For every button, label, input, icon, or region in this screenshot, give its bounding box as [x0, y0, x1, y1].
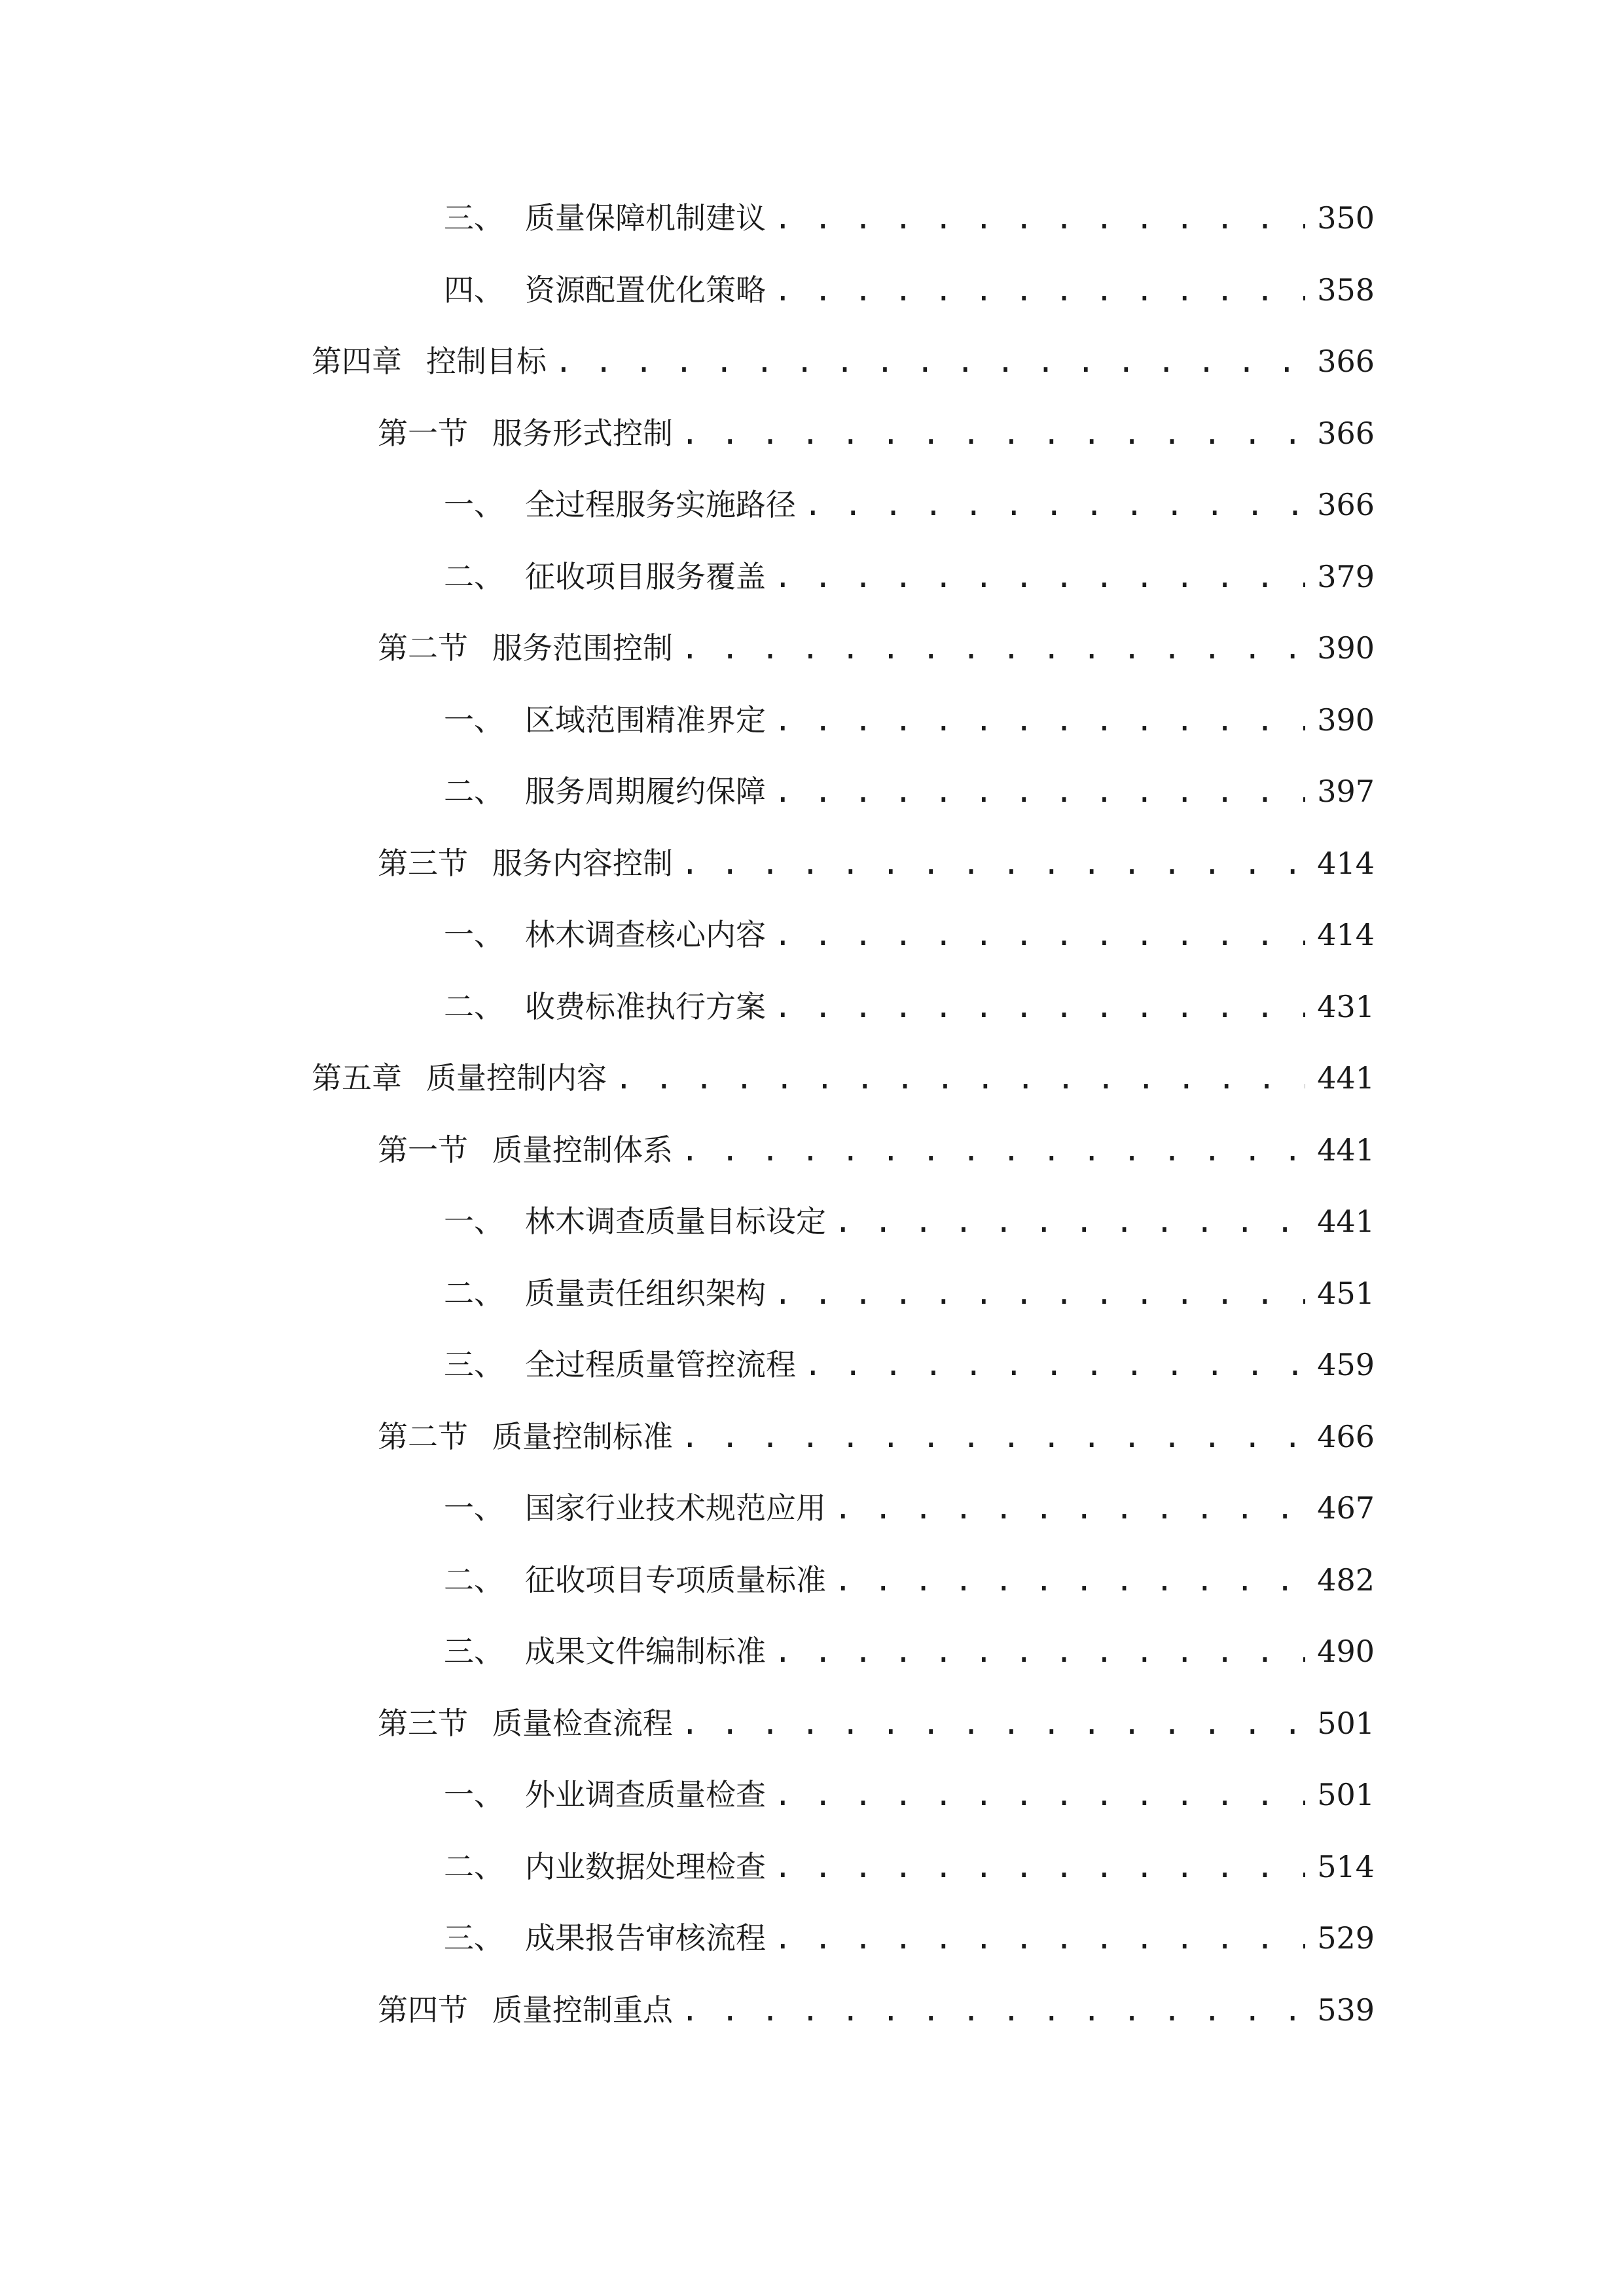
toc-entry-page: 366 — [1317, 487, 1375, 522]
dot-leader — [681, 1697, 1305, 1749]
toc-entry[interactable] — [444, 765, 1375, 817]
toc-entry-page: 414 — [1317, 846, 1375, 881]
toc-entry-title: 控制目标 — [426, 344, 547, 379]
dot-leader — [804, 478, 1305, 531]
dot-leader — [774, 264, 1305, 316]
dot-leader — [774, 192, 1305, 244]
toc-entry-page: 501 — [1317, 1706, 1375, 1741]
toc-entry-title: 林木调查质量目标设定 — [525, 1204, 826, 1239]
dot-leader — [774, 908, 1305, 961]
toc-entry-number: 一、 — [444, 1204, 504, 1239]
dot-leader — [681, 1410, 1305, 1463]
toc-entry-page: 529 — [1317, 1920, 1375, 1956]
toc-entry-number: 三、 — [444, 1347, 504, 1382]
dot-leader — [774, 765, 1305, 817]
dot-leader — [681, 622, 1305, 674]
toc-entry-title: 质量控制标准 — [492, 1419, 673, 1454]
toc-entry-page: 490 — [1317, 1634, 1375, 1669]
toc-entry-number: 第四节 — [378, 1992, 468, 2028]
toc-entry[interactable] — [444, 694, 1375, 746]
dot-leader — [774, 980, 1305, 1033]
toc-entry-number: 第三节 — [378, 1706, 468, 1741]
toc-entry-number: 第一节 — [378, 416, 468, 451]
dot-leader — [834, 1554, 1305, 1606]
toc-entry-number: 第四章 — [312, 344, 402, 379]
toc-entry-number: 第三节 — [378, 846, 468, 881]
toc-entry[interactable] — [444, 1768, 1375, 1821]
toc-entry-number: 一、 — [444, 1777, 504, 1812]
dot-leader — [804, 1338, 1305, 1391]
toc-entry[interactable] — [444, 1554, 1375, 1606]
toc-entry-title: 征收项目专项质量标准 — [525, 1562, 826, 1598]
toc-entry-page: 358 — [1317, 272, 1375, 308]
toc-entry[interactable] — [444, 1195, 1375, 1247]
toc-entry[interactable] — [444, 908, 1375, 961]
dot-leader — [615, 1052, 1305, 1104]
toc-entry-page: 366 — [1317, 416, 1375, 451]
toc-entry-page: 466 — [1317, 1419, 1375, 1454]
toc-entry-number: 二、 — [444, 989, 504, 1024]
toc-entry-page: 390 — [1317, 702, 1375, 738]
toc-entry-page: 350 — [1317, 200, 1375, 236]
toc-entry-number: 二、 — [444, 1276, 504, 1311]
dot-leader — [681, 837, 1305, 889]
toc-entry-title: 全过程质量管控流程 — [525, 1347, 796, 1382]
dot-leader — [774, 550, 1305, 603]
toc-entry-number: 第二节 — [378, 1419, 468, 1454]
toc-entry-page: 414 — [1317, 917, 1375, 952]
toc-entry-title: 全过程服务实施路径 — [525, 487, 796, 522]
toc-entry-title: 国家行业技术规范应用 — [525, 1490, 826, 1526]
toc-entry-section[interactable] — [378, 407, 1375, 459]
toc-entry-chapter[interactable] — [312, 1052, 1375, 1104]
toc-entry-number: 第一节 — [378, 1132, 468, 1168]
toc-entry-page: 459 — [1317, 1347, 1375, 1382]
toc-entry-title: 服务范围控制 — [492, 630, 673, 666]
toc-entry[interactable] — [444, 478, 1375, 531]
toc-entry-number: 一、 — [444, 702, 504, 738]
dot-leader — [774, 1625, 1305, 1677]
toc-entry-section[interactable] — [378, 1124, 1375, 1176]
toc-entry-page: 467 — [1317, 1490, 1375, 1526]
toc-entry-section[interactable] — [378, 1984, 1375, 2036]
toc-entry-title: 林木调查核心内容 — [525, 917, 766, 952]
toc-entry-section[interactable] — [378, 1697, 1375, 1749]
dot-leader — [681, 407, 1305, 459]
dot-leader — [774, 1267, 1305, 1319]
toc-entry-title: 外业调查质量检查 — [525, 1777, 766, 1812]
toc-entry-page: 441 — [1317, 1132, 1375, 1168]
toc-entry[interactable] — [444, 550, 1375, 603]
toc-entry-number: 二、 — [444, 1562, 504, 1598]
dot-leader — [554, 335, 1305, 387]
toc-entry-section[interactable] — [378, 622, 1375, 674]
toc-entry-title: 收费标准执行方案 — [525, 989, 766, 1024]
toc-entry-number: 三、 — [444, 1920, 504, 1956]
dot-leader — [774, 1840, 1305, 1893]
toc-entry-title: 资源配置优化策略 — [525, 272, 766, 308]
toc-entry-page: 366 — [1317, 344, 1375, 379]
toc-entry-title: 内业数据处理检查 — [525, 1849, 766, 1884]
toc-entry-section[interactable] — [378, 1410, 1375, 1463]
dot-leader — [834, 1195, 1305, 1247]
toc-entry[interactable] — [444, 1267, 1375, 1319]
dot-leader — [774, 1912, 1305, 1964]
toc-entry[interactable] — [444, 192, 1375, 244]
toc-entry-number: 二、 — [444, 1849, 504, 1884]
toc-entry-page: 441 — [1317, 1204, 1375, 1239]
toc-entry-number: 一、 — [444, 487, 504, 522]
toc-entry-number: 第二节 — [378, 630, 468, 666]
toc-entry[interactable] — [444, 1840, 1375, 1893]
toc-entry-number: 四、 — [444, 272, 504, 308]
toc-entry-page: 397 — [1317, 774, 1375, 809]
dot-leader — [774, 1768, 1305, 1821]
dot-leader — [681, 1124, 1305, 1176]
toc-entry-title: 质量控制内容 — [426, 1060, 607, 1096]
toc-entry-number: 一、 — [444, 917, 504, 952]
toc-entry-number: 一、 — [444, 1490, 504, 1526]
toc-entry-title: 区域范围精准界定 — [525, 702, 766, 738]
toc-entry[interactable] — [444, 980, 1375, 1033]
toc-entry-number: 二、 — [444, 774, 504, 809]
toc-entry-number: 二、 — [444, 559, 504, 594]
toc-entry-page: 441 — [1317, 1060, 1375, 1096]
toc-entry[interactable] — [444, 1625, 1375, 1677]
toc-entry-number: 第五章 — [312, 1060, 402, 1096]
toc-entry[interactable] — [444, 1482, 1375, 1534]
toc-entry-page: 390 — [1317, 630, 1375, 666]
toc-entry-title: 质量控制重点 — [492, 1992, 673, 2028]
toc-entry-title: 服务周期履约保障 — [525, 774, 766, 809]
toc-entry-title: 征收项目服务覆盖 — [525, 559, 766, 594]
toc-entry-title: 成果文件编制标准 — [525, 1634, 766, 1669]
toc-entry[interactable] — [444, 1338, 1375, 1391]
dot-leader — [681, 1984, 1305, 2036]
toc-entry-page: 501 — [1317, 1777, 1375, 1812]
toc-entry-page: 431 — [1317, 989, 1375, 1024]
toc-entry-title: 成果报告审核流程 — [525, 1920, 766, 1956]
toc-entry-title: 质量保障机制建议 — [525, 200, 766, 236]
toc-entry-title: 服务内容控制 — [492, 846, 673, 881]
toc-entry-number: 三、 — [444, 200, 504, 236]
toc-entry-section[interactable] — [378, 837, 1375, 889]
toc-entry[interactable] — [444, 1912, 1375, 1964]
dot-leader — [834, 1482, 1305, 1534]
toc-entry-title: 质量检查流程 — [492, 1706, 673, 1741]
toc-entry-page: 514 — [1317, 1849, 1375, 1884]
toc-entry-page: 451 — [1317, 1276, 1375, 1311]
toc-entry-page: 482 — [1317, 1562, 1375, 1598]
toc-entry-title: 质量控制体系 — [492, 1132, 673, 1168]
toc-entry-page: 539 — [1317, 1992, 1375, 2028]
toc-entry-page: 379 — [1317, 559, 1375, 594]
toc-entry-title: 服务形式控制 — [492, 416, 673, 451]
toc-entry-chapter[interactable] — [312, 335, 1375, 387]
toc-entry-title: 质量责任组织架构 — [525, 1276, 766, 1311]
dot-leader — [774, 694, 1305, 746]
toc-entry[interactable] — [444, 264, 1375, 316]
toc-entry-number: 三、 — [444, 1634, 504, 1669]
